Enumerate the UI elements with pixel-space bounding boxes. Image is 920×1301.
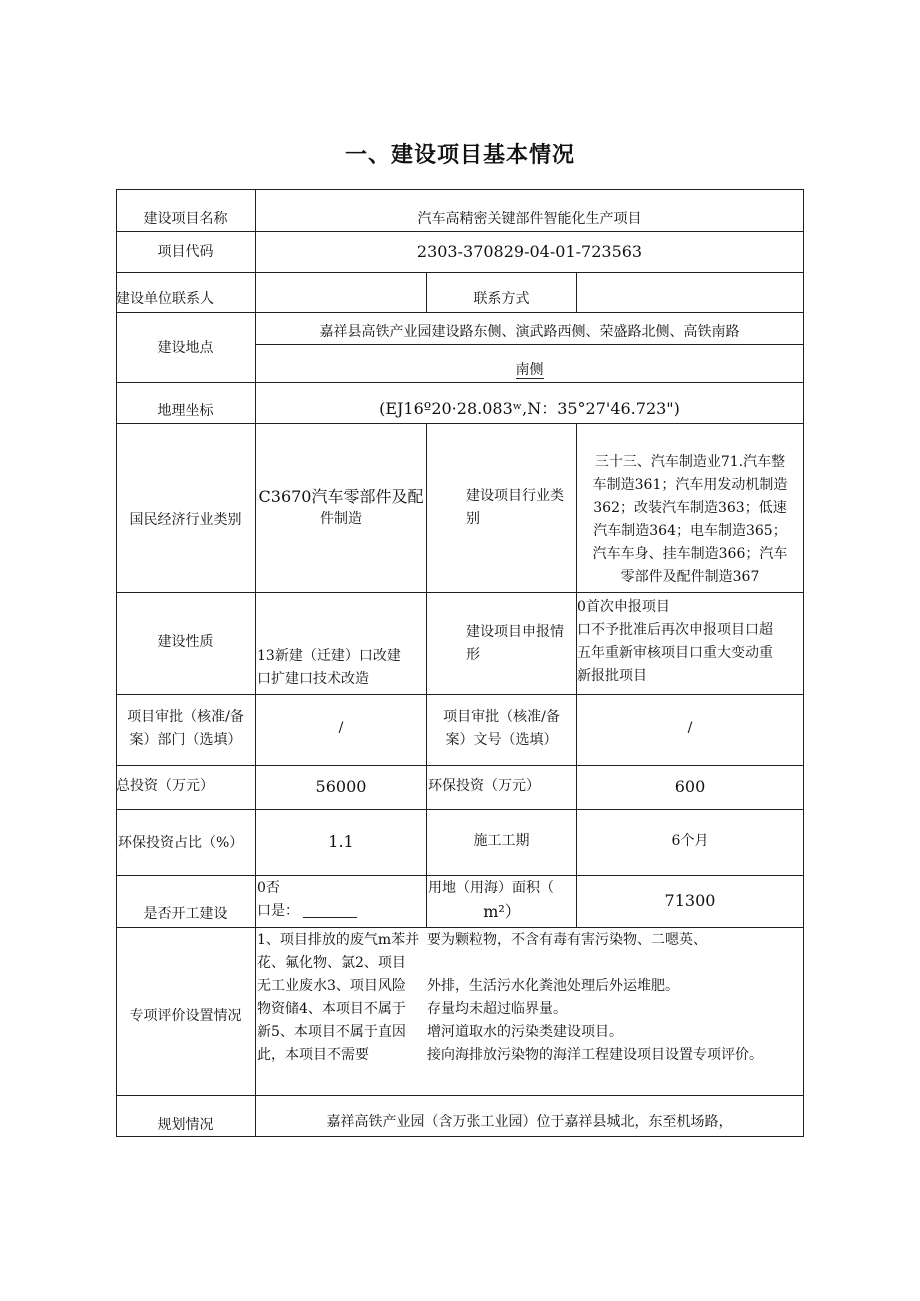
application-status-label-line-1: 建设项目申报情 xyxy=(466,624,564,640)
special-right-line xyxy=(427,952,803,975)
special-left-line: 花、氟化物、氯2、项目 xyxy=(257,955,406,971)
row-line-9 xyxy=(116,809,804,810)
project-info-form xyxy=(116,189,804,1137)
row-line-0 xyxy=(116,189,804,190)
started-date-blank xyxy=(303,903,357,918)
location-line-2: 南侧 xyxy=(515,362,544,378)
land-area-label-line-2: m²） xyxy=(483,902,521,921)
env-investment-ratio-label: 环保投资占比（%） xyxy=(118,835,244,851)
location-split-line xyxy=(255,344,804,345)
application-status-line: 0首次申报项目 xyxy=(577,599,670,615)
land-area-label xyxy=(428,877,576,923)
planning-value: 嘉祥高铁产业园（含万张工业园）位于嘉祥县城北，东至机场路， xyxy=(326,1114,733,1130)
total-investment-label: 总投资（万元） xyxy=(116,778,214,794)
approval-document-label-line-2: 案）文号（选填） xyxy=(445,732,558,748)
special-left-line: 无工业废水3、项目风险 xyxy=(257,978,406,994)
application-status-options xyxy=(577,596,803,688)
project-code-label: 项目代码 xyxy=(157,244,214,260)
row-line-2 xyxy=(116,272,804,273)
application-status-line: 口不予批准后再次申报项目口超 xyxy=(577,622,773,638)
env-investment-label: 环保投资（万元） xyxy=(428,778,540,794)
row-line-8 xyxy=(116,765,804,766)
construction-started-label: 是否开工建设 xyxy=(143,906,228,922)
special-right-line: 接向海排放污染物的海洋工程建设项目设置专项评价。 xyxy=(427,1047,763,1063)
approval-department-value: / xyxy=(338,720,344,736)
approval-document-value: / xyxy=(687,720,693,736)
project-industry-line: 三十三、汽车制造业71.汽车整 xyxy=(594,454,786,470)
special-right-line: 增河道取水的污染类建设项目。 xyxy=(427,1024,623,1040)
approval-department-label-line-2: 案）部门（选填） xyxy=(129,732,242,748)
project-industry-line: 汽车制造364；电车制造365； xyxy=(593,523,787,539)
construction-period-value: 6个月 xyxy=(671,833,709,849)
row-line-7 xyxy=(116,694,804,695)
project-industry-label xyxy=(466,485,576,531)
special-evaluation-right xyxy=(427,929,803,1067)
started-option-yes: 口是： xyxy=(257,903,299,919)
contact-divider-2 xyxy=(576,272,577,312)
row-line-10 xyxy=(116,875,804,876)
project-industry-line: 汽车车身、挂车制造366；汽车 xyxy=(592,546,788,562)
started-option-yes-line xyxy=(257,900,426,923)
special-right-line: 要为颗粒物，不含有毒有害污染物、二嗯英、 xyxy=(427,932,707,948)
coordinates-value: (EJ16º20·28.083ʷ,N：35°27'46.723") xyxy=(379,399,680,418)
approval-document-label-line-1: 项目审批（核准/备 xyxy=(443,709,560,725)
location-label: 建设地点 xyxy=(157,340,214,356)
row-line-4 xyxy=(116,382,804,383)
project-industry-label-line-1: 建设项目行业类 xyxy=(466,488,564,504)
construction-nature-label: 建设性质 xyxy=(157,634,214,650)
project-industry-label-line-2: 别 xyxy=(466,511,480,527)
special-evaluation-left xyxy=(257,929,426,1067)
env-investment-ratio-value: 1.1 xyxy=(328,832,354,851)
row-line-11 xyxy=(116,927,804,928)
construction-nature-line-1: 13新建（迁建）口改建 xyxy=(257,648,401,664)
row-line-5 xyxy=(116,423,804,424)
approval-department-label-line-1: 项目审批（核准/备 xyxy=(127,709,244,725)
row-line-3 xyxy=(116,312,804,313)
special-right-line: 存量均未超过临界量。 xyxy=(427,1001,567,1017)
row-line-1 xyxy=(116,231,804,232)
construction-started-options xyxy=(257,877,426,923)
row-line-12 xyxy=(116,1095,804,1096)
project-industry-line: 车制造361；汽车用发动机制造 xyxy=(592,477,788,493)
form-border-right xyxy=(803,189,804,1137)
construction-period-label: 施工工期 xyxy=(473,833,530,849)
approval-document-label xyxy=(427,706,576,752)
project-industry-value xyxy=(577,451,803,589)
project-industry-line: 零部件及配件制造367 xyxy=(620,569,760,585)
contact-method-label: 联系方式 xyxy=(473,291,530,307)
project-code-value: 2303-370829-04-01-723563 xyxy=(416,242,643,261)
special-left-line: 物资储4、本项目不属于 xyxy=(257,1001,406,1017)
industry-value-line-1: C3670汽车零部件及配 xyxy=(258,487,424,506)
env-investment-value: 600 xyxy=(674,777,706,796)
approval-department-label xyxy=(116,706,255,752)
special-left-line: 新5、本项目不属于直因 xyxy=(257,1024,406,1040)
application-status-line: 新报批项目 xyxy=(577,668,647,684)
special-left-line: 1、项目排放的废气m苯并 xyxy=(257,932,420,948)
location-line-1: 嘉祥县高铁产业园建设路东侧、演武路西侧、荣盛路北侧、高铁南路 xyxy=(319,324,740,340)
application-status-label xyxy=(466,621,576,667)
project-industry-line: 362；改装汽车制造363；低速 xyxy=(593,500,787,516)
coordinates-label: 地理坐标 xyxy=(157,403,214,419)
started-option-no: 0否 xyxy=(257,880,280,896)
form-border-left xyxy=(116,189,117,1137)
special-left-line: 此，本项目不需要 xyxy=(257,1047,369,1063)
special-right-line: 外排，生活污水化粪池处理后外运堆肥。 xyxy=(427,978,679,994)
industry-category-value xyxy=(256,485,426,531)
location-line-2-wrap xyxy=(256,359,803,382)
project-name-label: 建设项目名称 xyxy=(143,211,228,227)
project-name-value: 汽车高精密关键部件智能化生产项目 xyxy=(417,211,642,227)
section-title: 一、建设项目基本情况 xyxy=(344,143,575,168)
contact-person-label: 建设单位联系人 xyxy=(116,291,214,307)
special-evaluation-label: 专项评价设置情况 xyxy=(129,1008,242,1024)
planning-label: 规划情况 xyxy=(157,1117,214,1133)
industry-category-label: 国民经济行业类别 xyxy=(129,512,242,528)
land-area-value: 71300 xyxy=(664,891,716,910)
construction-nature-options xyxy=(257,645,426,691)
application-status-label-line-2: 形 xyxy=(466,647,480,663)
industry-value-line-2: 件制造 xyxy=(320,511,362,527)
row-line-6 xyxy=(116,592,804,593)
land-area-label-line-1: 用地（用海）面积（ xyxy=(428,880,554,896)
total-investment-value: 56000 xyxy=(315,777,367,796)
construction-nature-line-2: 口扩建口技术改造 xyxy=(257,671,369,687)
application-status-line: 五年重新审核项目口重大变动重 xyxy=(577,645,773,661)
